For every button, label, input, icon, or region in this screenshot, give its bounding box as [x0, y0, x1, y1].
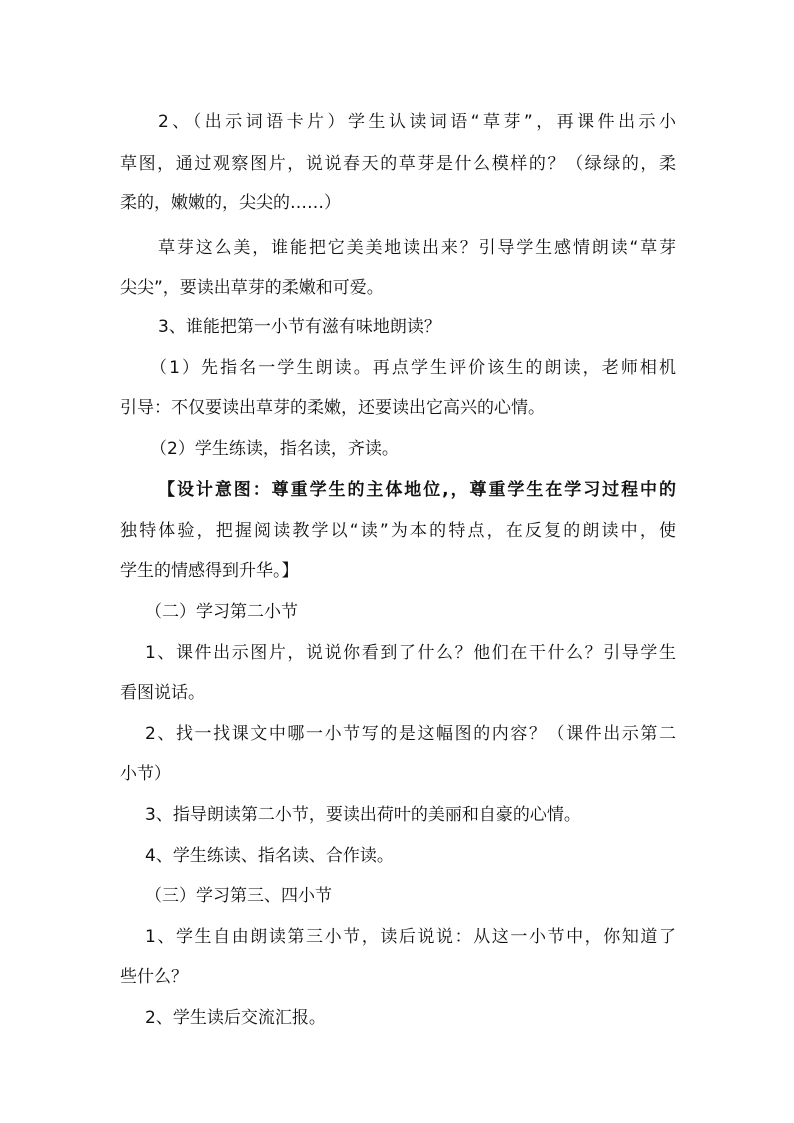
paragraph-line: 1、课件出示图片，说说你看到了什么？他们在干什么？引导学生 [145, 643, 676, 663]
paragraph-line: 尖尖”，要读出草芽的柔嫩和可爱。 [120, 278, 384, 298]
paragraph-line: 1、学生自由朗读第三小节，读后说说：从这一小节中，你知道了 [145, 927, 676, 947]
paragraph-line: 看图说话。 [120, 683, 205, 703]
paragraph-line: 4、学生练读、指名读、合作读。 [145, 846, 394, 866]
paragraph-line: （2）学生练读，指名读，齐读。 [150, 439, 399, 459]
paragraph-line: 2、（出示词语卡片）学生认读词语“草芽”，再课件出示小 [158, 112, 676, 132]
paragraph-line: 草芽这么美，谁能把它美美地读出来？引导学生感情朗读“草芽 [158, 238, 676, 258]
paragraph-line: 小节） [120, 764, 171, 784]
design-intent-line: 学生的情感得到升华。】 [120, 561, 299, 581]
design-intent-line: 【设计意图：尊重学生的主体地位,，尊重学生在学习过程中的 [158, 480, 676, 500]
paragraph-line: 2、找一找课文中哪一小节写的是这幅图的内容？（课件出示第二 [145, 724, 676, 744]
paragraph-line: （1）先指名一学生朗读。再点学生评价该生的朗读，老师相机 [150, 358, 676, 378]
paragraph-line: 引导：不仅要读出草芽的柔嫩，还要读出它高兴的心情。 [120, 398, 545, 418]
paragraph-line: 柔的，嫩嫩的，尖尖的……） [120, 193, 341, 213]
paragraph-line: 些什么？ [120, 967, 188, 987]
paragraph-line: 3、谁能把第一小节有滋有味地朗读？ [158, 317, 441, 337]
design-intent-line: 独特体验，把握阅读教学以“读”为本的特点，在反复的朗读中，使 [120, 521, 676, 541]
paragraph-line: 3、指导朗读第二小节，要读出荷叶的美丽和自豪的心情。 [145, 805, 581, 825]
section-heading: （三）学习第三、四小节 [145, 886, 332, 906]
section-heading: （二）学习第二小节 [145, 602, 298, 622]
paragraph-line: 草图，通过观察图片，说说春天的草芽是什么模样的？（绿绿的，柔 [120, 154, 676, 174]
paragraph-line: 2、学生读后交流汇报。 [145, 1008, 326, 1028]
